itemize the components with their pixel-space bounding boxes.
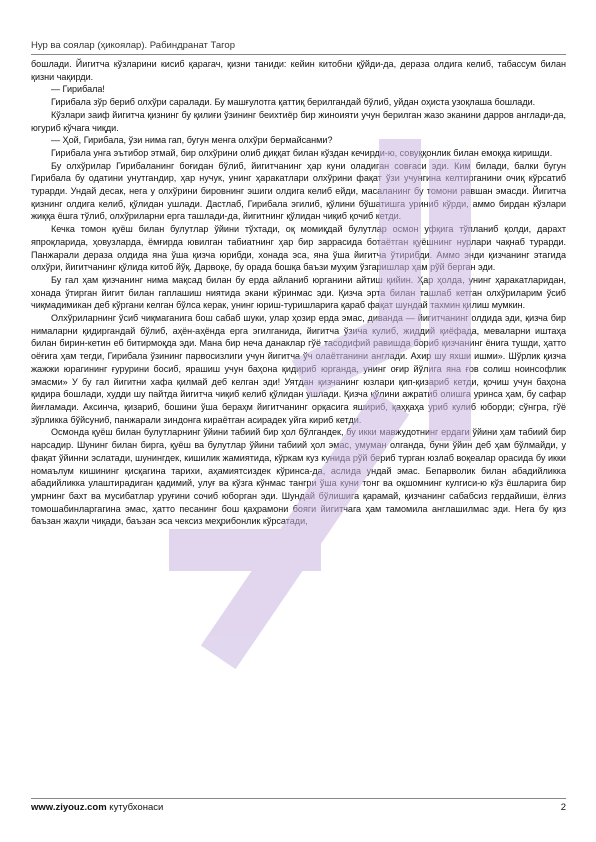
page-body	[31, 58, 566, 528]
paragraph: Олхўриларнинг ўсиб чиқмаганига бош сабаб шуки, улар ҳозир ерда эмас, диванда — йигитчанинг олдида эди, қизча бир нималарни қидиргандай бўлиб, аҳён-аҳёнда ерга эгилганида, йигитча ўзича кулиб, жиддий қиёфада, меваларни иштаҳа билан бирин-кетин еб битирмоқда эди. Мана бир неча данаклар гўё тасодифий равишда бориб қизчанинг ёнига тушди, ҳатто оёғига ҳам тегди, Гирибала ўзининг парвосизлиги учун йигитча ўч олаётганини англади. Ахир шу яхши ишми». Шўрлик қизча жажжи юрагининг ғурурини босиб, ярашиш учун баҳона қидириб юрганда, унинг оғир йўлига яна ғов солиш ноинсофлик эмасми» У бу гал йигитни хафа қилмай деб келган эди! Уятдан қизчанинг юзлари қип-қизариб кетди, қочиш учун баҳона қидира бошлади, худди шу пайтда йигитча чиқиб келиб қўлидан ушлади. Қизча қўлини ажратиб олишга уринса ҳам, бу сафар йиғламади. Аксинча, қизариб, бошини ўша бераҳм йигитчанинг орқасига яшириб, қаҳқаҳа уриб кулиб юборди; сўнгра, гўё зўрликка бўйсуниб, панжарали зиндонга кираётган асирадек уйга кириб кетди.	[31, 313, 566, 425]
paragraph: Кўзлари заиф йигитча қизнинг бу қилиғи ўзининг беихтиёр бир жиноияти учун берилган жазо эканини дарров англади-да, югуриб кўчага чиқди.	[31, 109, 566, 133]
site-link[interactable]: www.ziyouz.com	[31, 802, 107, 813]
document-title: Нур ва соялар (ҳикоялар). Рабиндранат Тагор	[31, 40, 235, 51]
paragraph: бошлади. Йигитча кўзларини кисиб қарагач, қизни таниди: кейин китобни қўйди-да, дераза олдига келиб, табассум билан қизни чақирди.	[31, 59, 566, 82]
paragraph: Бу олхўрилар Гирибаланинг боғидан бўлиб, йигитчанинг ҳар куни оладиган совғаси эди. Ким билади, балки бугун Гирибала бу одатини унутгандир, ҳар нучук, унинг ҳаракатлари олхўрини фақат ўзи учунгина келтирганини очиқ кўрсатиб турарди. Ундай десак, нега у олхўрини бировнинг эшиги олдига келиб ейди, масаланинг бу томони равшан эмасди. Йигитча қизнинг олдига келиб, қўлидан ушлади. Дастлаб, Гирибала эгилиб, қўлини бўшатишга уриниб кўрди, аммо бирдан кўзлари жиққа ёшга тўлиб, олхўриларни ерга ташлади-да, йигитнинг қўлидан чиқиб қочиб кетди.	[31, 160, 566, 222]
page-number: 2	[560, 802, 566, 813]
paragraph: Гирибала зўр бериб олхўри саралади. Бу машғулотга қаттиқ берилгандай бўлиб, уйдан оҳиста узоқлаша бошлади.	[51, 97, 536, 108]
paragraph: Гирибала унга эътибор этмай, бир олхўрини олиб диққат билан кўздан кечирди-ю, совуққонлик билан емоққа киришди.	[51, 147, 553, 158]
footer-label: кутубхонаси	[106, 802, 164, 813]
footer-divider	[31, 798, 566, 799]
paragraph: Бу гал ҳам қизчанинг нима мақсад билан бу ерда айланиб юрганини айтиш қийин. Ҳар ҳолда, унинг ҳаракатларидан, хонада ўтирган йигит билан гаплашиш ниятида экани кўринмас эди. Қизча эрта билан ташлаб кетган олхўриларим ўсиб чиқмадимикан деб кўргани келган бўлса керак, унинг юриш-туришларига қараб фақат шундай тахмин қилиш мумкин.	[31, 274, 566, 311]
paragraph: — Ҳой, Гирибала, ўзи нима гап, бугун менга олхўри бермайсанми?	[51, 135, 333, 146]
paragraph: — Гирибала!	[51, 84, 105, 95]
header-divider	[31, 54, 566, 55]
paragraph: Осмонда қуёш билан булутларнинг ўйини табиий бир ҳол бўлгандек, бу икки мавжудотнинг ердаги ўйини ҳам табиий бир нарсадир. Шунинг билан бирга, қуёш ва булутлар ўйини табиий ҳол эмас, умуман олганда, буни ўйин деб ҳам бўлмайди, у фақат ўйинни эслатади, шунингдек, кишилик жамиятида, кўркам куз кунида рўй бериб турган юзлаб воқеалар орасида бу икки номаълум кишининг қисқагина тарихи, аҳамиятсиздек кўринса-да, аслида ундай эмас. Бепарволик билан абадийликка абадийликка улаштирадиган қадимий, улуғ ва кўзга кўнмас тангри ўша куни тонг ва оқшомнинг кулгиси-ю кўз ёшларига бир умрнинг бахт ва мусибатлар уруғини сочиб юборган эди. Шундай бўлишига қарамай, қизчанинг сабабсиз гердайиши, ёлғиз томошабинларгагина эмас, ҳатто песанинг бош қаҳрамони бояги йигитчага ҳам тамомила англашилмас эди. Нега бу қиз баъзан жаҳли чиқади, баъзан эса чексиз меҳрибонлик кўрсатади,	[31, 427, 566, 527]
page-footer	[31, 802, 566, 813]
page-header	[31, 40, 566, 51]
paragraph: Кечка томон қуёш билан булутлар ўйини тўхтади, оқ момиқдай булутлар осмон уфқига тўпланиб қолди, дарахт япроқларида, ҳовузларда, ёмғирда ювилган табиатнинг ҳар бир заррасида ботаётган қуёшнинг нурлари чақнаб турарди. Панжарали дераза олдида яна ўша қизча юрибди, хонада эса, яна ўша йигитча ўтирибди. Аммо энди қизчанинг этагида олхўри, йигитчанинг қўлида китоб йўқ. Дарвоқе, бу орада бошқа баъзи муҳим ўзгаришлар ҳам рўй берган эди.	[31, 224, 566, 273]
